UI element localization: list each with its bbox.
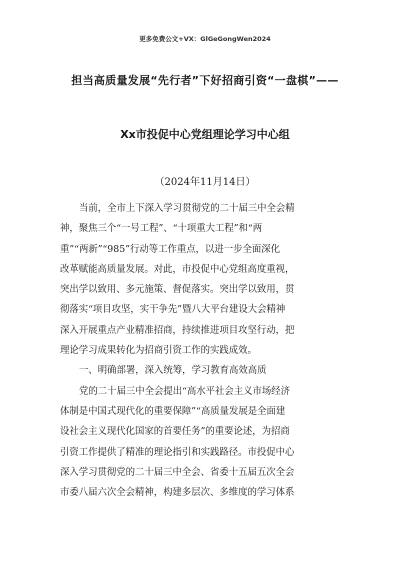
paragraph-line: 深入开展重点产业精准招商，持续推进项目攻坚行动，把 [60, 324, 295, 336]
paragraph-line: 彻落实“项目攻坚，实干争先”暨八大平台建设大会精神 [60, 304, 286, 316]
paragraph-line: 改革赋能高质量发展。对此，市投促中心党组高度重视， [60, 263, 295, 275]
document-subtitle: Xx市投促中心党组理论学习中心组 [120, 128, 290, 141]
document-title: 担当高质量发展“先行者”下好招商引资“一盘棋”—— [71, 74, 339, 87]
paragraph-line: 市委八届六次全会精神，构建多层次、多维度的学习体系 [60, 487, 295, 499]
promo-header-note: 更多免费公文+VX：GlGeGongWen2024 [139, 35, 271, 43]
paragraph-line: 突出学以致用、多元施策、督促落实。突出学以致用，贯 [60, 284, 295, 296]
paragraph-line: 神，聚焦三个“一号工程”、“十项重大工程”和“两 [60, 223, 263, 235]
paragraph-line: 理论学习成果转化为招商引资工作的实践成效。 [60, 345, 257, 357]
paragraph-line: 当前，全市上下深入学习贯彻党的二十届三中全会精 [79, 203, 295, 214]
paragraph-line: 重”“两新”“985”行动等工作重点，以进一步全面深化 [60, 243, 280, 255]
paragraph-line: 引资工作提供了精准的理论指引和实践路径。市投促中心 [60, 446, 295, 458]
document-body [60, 199, 352, 503]
document-date: （2024年11月14日） [154, 177, 256, 188]
paragraph-line: 体制是中国式现代化的重要保障”“高质量发展是全面建 [60, 405, 286, 417]
paragraph-line: 深入学习贯彻党的二十届三中全会、省委十五届五次全会 [60, 466, 295, 478]
paragraph-line: 设社会主义现代化国家的首要任务”的重要论述，为招商 [60, 426, 290, 438]
section-heading: 一、明确部署，深入统筹，学习教育高效高质 [79, 365, 267, 377]
paragraph-line: 党的二十届三中全会提出“高水平社会主义市场经济 [79, 385, 291, 397]
